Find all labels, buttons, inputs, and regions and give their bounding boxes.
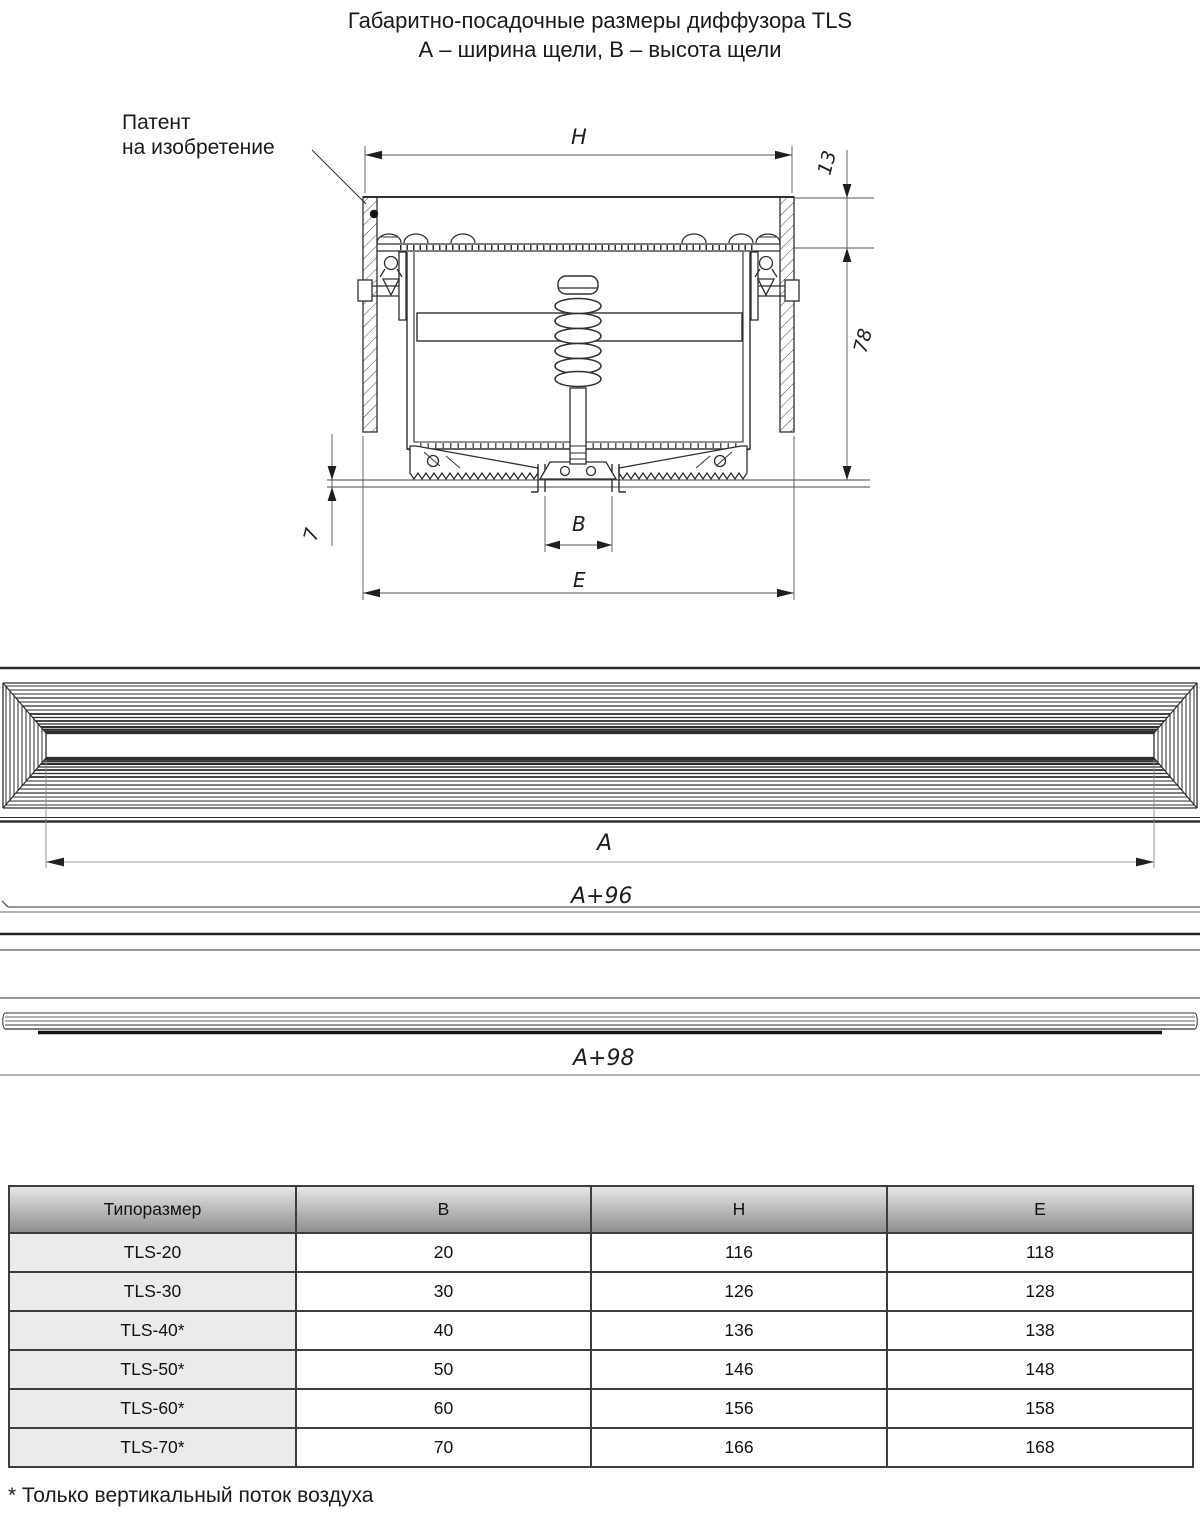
cell-h: 126 [591,1272,887,1311]
patent-leader-line [312,150,366,204]
dim-label-e: E [573,568,586,592]
dim-label-78: 78 [849,326,878,356]
dim-label-a96: A+96 [571,884,633,909]
cell-h: 166 [591,1428,887,1467]
cell-e: 138 [887,1311,1193,1350]
end-cap-left [6,687,42,805]
cell-e: 158 [887,1389,1193,1428]
cell-h: 136 [591,1311,887,1350]
dim-label-a98: A+98 [573,1046,635,1071]
table-row [9,1272,1193,1311]
end-cap-right [1158,687,1194,805]
dim-label-13: 13 [813,148,842,178]
patent-dot [370,210,378,218]
patent-note-line-1: Патент [122,111,191,134]
cell-e: 148 [887,1350,1193,1389]
dim-label-a: A [597,831,613,856]
serrated-wing-right [619,446,747,479]
cell-size: TLS-70* [9,1428,296,1467]
cell-h: 156 [591,1389,887,1428]
table-row [9,1311,1193,1350]
cell-size: TLS-50* [9,1350,296,1389]
title-line-1: Габаритно-посадочные размеры диффузора TLS [347,8,853,33]
cell-b: 50 [296,1350,591,1389]
cell-e: 118 [887,1233,1193,1272]
front-view [0,668,1200,822]
profile-strip-view [0,998,1200,1075]
col-header-b: В [296,1186,591,1233]
cell-b: 20 [296,1233,591,1272]
cell-size: TLS-30 [9,1272,296,1311]
dim-label-7: 7 [299,525,324,544]
serrated-wing-left [410,446,538,479]
patent-note-line-2: на изобретение [122,136,275,159]
spec-table-header-row [9,1186,1193,1233]
col-header-typesize: Типоразмер [9,1186,296,1233]
spec-table [8,1185,1194,1468]
col-header-e: Е [887,1186,1193,1233]
dim-label-h: H [571,125,587,149]
cell-b: 70 [296,1428,591,1467]
side-view [0,884,1200,950]
cell-b: 30 [296,1272,591,1311]
table-row [9,1389,1193,1428]
col-header-h: Н [591,1186,887,1233]
cell-size: TLS-60* [9,1389,296,1428]
spec-table-container [8,1185,1194,1468]
cell-b: 60 [296,1389,591,1428]
cell-b: 40 [296,1311,591,1350]
dim-label-b: B [572,512,586,536]
cell-e: 168 [887,1428,1193,1467]
diffuser-core [407,388,750,492]
cell-size: TLS-40* [9,1311,296,1350]
table-row [9,1233,1193,1272]
adjustment-screw [555,276,601,387]
screw-heads [377,234,780,243]
table-row [9,1428,1193,1467]
table-row [9,1350,1193,1389]
title-line-2: А – ширина щели, В – высота щели [418,37,782,62]
cell-e: 128 [887,1272,1193,1311]
cell-size: TLS-20 [9,1233,296,1272]
cross-section-view [312,150,870,492]
cell-h: 146 [591,1350,887,1389]
footnote: * Только вертикальный поток воздуха [8,1484,374,1507]
cell-h: 116 [591,1233,887,1272]
